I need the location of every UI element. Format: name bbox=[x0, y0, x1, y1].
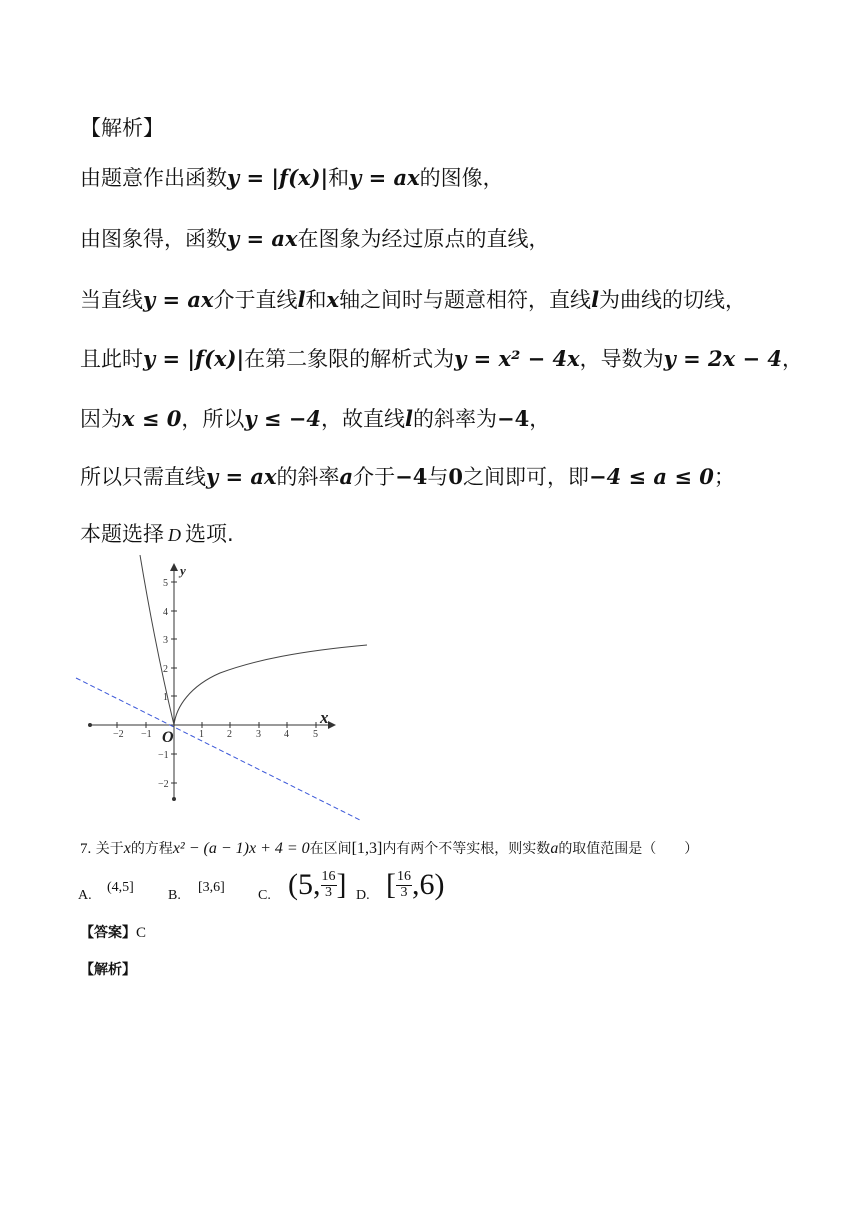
analysis-line-4 bbox=[80, 348, 803, 370]
math: y = |f(x)| bbox=[227, 165, 329, 190]
answer-label: 【答案】 bbox=[80, 925, 136, 941]
math: a bbox=[339, 464, 354, 489]
x-axis-arrow bbox=[328, 721, 336, 729]
text: 介于直线 bbox=[213, 288, 298, 312]
text: ， bbox=[529, 407, 551, 431]
math: −4 ≤ a ≤ 0 bbox=[589, 464, 714, 489]
y-tick-label: 5 bbox=[163, 578, 168, 589]
analysis-line-3 bbox=[80, 289, 746, 311]
text: 与 bbox=[427, 465, 449, 489]
analysis-line-7 bbox=[80, 524, 234, 545]
denominator: 3 bbox=[400, 884, 408, 900]
text: 的图像， bbox=[419, 166, 504, 190]
option-a-value: (4,5] bbox=[107, 880, 134, 895]
math: y = 2x − 4 bbox=[663, 346, 783, 371]
text: ，所以 bbox=[181, 407, 245, 431]
y-axis-label: y bbox=[180, 563, 186, 578]
tangent-line-l bbox=[76, 678, 362, 821]
analysis-line-6 bbox=[80, 466, 735, 488]
math: x bbox=[326, 287, 340, 312]
x-tick-label: −1 bbox=[141, 729, 152, 740]
text: ，导数为 bbox=[579, 347, 664, 371]
text: ， bbox=[782, 347, 804, 371]
math: y = ax bbox=[143, 287, 214, 312]
text: 且此时 bbox=[80, 347, 143, 371]
curve-left bbox=[140, 555, 174, 725]
x-axis-label: x bbox=[320, 708, 329, 727]
x-tick-label: 2 bbox=[227, 729, 232, 740]
y-axis-end-dot bbox=[172, 797, 176, 801]
option-a-label: A. bbox=[78, 888, 92, 903]
math: −4 bbox=[496, 406, 530, 431]
answer-value: C bbox=[136, 925, 147, 941]
math: l bbox=[297, 287, 306, 312]
numerator: 16 bbox=[397, 868, 411, 884]
text: ，故直线 bbox=[321, 407, 405, 431]
question-number: 7. bbox=[80, 841, 92, 857]
x-axis-end-dot bbox=[88, 723, 92, 727]
option-b-label: B. bbox=[168, 888, 181, 903]
y-tick-label: 4 bbox=[163, 607, 168, 618]
text: 在第二象限的解析式为 bbox=[244, 347, 455, 371]
y-tick-label: −2 bbox=[158, 779, 169, 790]
y-tick-label: 1 bbox=[163, 692, 168, 703]
analysis-heading: 【解析】 bbox=[80, 116, 164, 140]
fraction bbox=[321, 870, 337, 900]
math: y = ax bbox=[349, 165, 420, 190]
option-b-value: [3,6] bbox=[198, 880, 225, 895]
text: 的方程 bbox=[130, 841, 173, 857]
text: 在区间 bbox=[309, 841, 352, 857]
text: 内有两个不等实根，则实数 bbox=[382, 841, 551, 857]
math: l bbox=[405, 406, 413, 431]
text: 轴之间时与题意相符，直线 bbox=[339, 288, 592, 312]
x-tick-label: 5 bbox=[313, 729, 318, 740]
text: 介于 bbox=[353, 465, 396, 489]
option-c-label: C. bbox=[258, 888, 271, 903]
origin-label: O bbox=[162, 729, 174, 746]
text: 和 bbox=[305, 288, 327, 312]
text: ； bbox=[713, 465, 735, 489]
question-7 bbox=[80, 838, 698, 858]
math: l bbox=[591, 287, 600, 312]
numerator: 16 bbox=[321, 868, 336, 884]
analysis-line-2 bbox=[80, 228, 550, 250]
text: (5, bbox=[288, 868, 321, 901]
text: 因为 bbox=[80, 407, 122, 431]
math: y = ax bbox=[206, 464, 277, 489]
math: 0 bbox=[448, 464, 463, 489]
text: 之间即可，即 bbox=[463, 465, 589, 489]
math: x ≤ 0 bbox=[122, 406, 182, 431]
option-d-value bbox=[386, 868, 445, 902]
y-tick-label: 3 bbox=[163, 635, 168, 646]
math: y = ax bbox=[227, 226, 298, 251]
text: 的斜率 bbox=[276, 465, 340, 489]
option-d-label: D. bbox=[356, 888, 370, 903]
text: 由图象得，函数 bbox=[80, 227, 227, 251]
math: a bbox=[550, 840, 559, 857]
x-tick-label: −2 bbox=[113, 729, 124, 740]
y-tick-label: −1 bbox=[158, 750, 169, 761]
option-c-value bbox=[288, 868, 347, 902]
math: D bbox=[168, 525, 181, 545]
math: [1,3] bbox=[351, 840, 383, 857]
math: y = x² − 4x bbox=[454, 346, 580, 371]
analysis-heading-2: 【解析】 bbox=[80, 962, 136, 978]
text: 由题意作出函数 bbox=[80, 166, 227, 190]
y-tick-label: 2 bbox=[163, 664, 168, 675]
math: −4 bbox=[395, 464, 428, 489]
text: 的取值范围是（ ） bbox=[558, 841, 699, 857]
y-axis-arrow bbox=[170, 563, 178, 571]
denominator: 3 bbox=[325, 884, 332, 900]
text: 所以只需直线 bbox=[80, 465, 206, 489]
fraction bbox=[396, 870, 412, 900]
text: [ bbox=[386, 868, 396, 901]
text: ] bbox=[336, 868, 347, 901]
math: x² − (a − 1)x + 4 = 0 bbox=[172, 840, 310, 857]
text: 关于 bbox=[95, 841, 124, 857]
answer-line bbox=[80, 922, 146, 942]
text: 为曲线的切线， bbox=[599, 288, 747, 312]
x-tick-label: 4 bbox=[284, 729, 289, 740]
text: ,6) bbox=[412, 868, 445, 901]
function-graph bbox=[70, 555, 370, 825]
math: x bbox=[123, 840, 131, 857]
curve-right bbox=[174, 645, 367, 725]
text: 本题选择 bbox=[80, 522, 164, 546]
text: 在图象为经过原点的直线， bbox=[297, 227, 550, 251]
x-tick-label: 1 bbox=[199, 729, 204, 740]
math: y ≤ −4 bbox=[244, 406, 321, 431]
text: 和 bbox=[328, 166, 350, 190]
text: 的斜率为 bbox=[412, 407, 497, 431]
analysis-line-5 bbox=[80, 408, 550, 430]
text: 选项. bbox=[185, 522, 234, 546]
analysis-line-1 bbox=[80, 167, 504, 189]
math: y = |f(x)| bbox=[143, 346, 245, 371]
x-tick-label: 3 bbox=[256, 729, 261, 740]
text: 当直线 bbox=[80, 288, 143, 312]
